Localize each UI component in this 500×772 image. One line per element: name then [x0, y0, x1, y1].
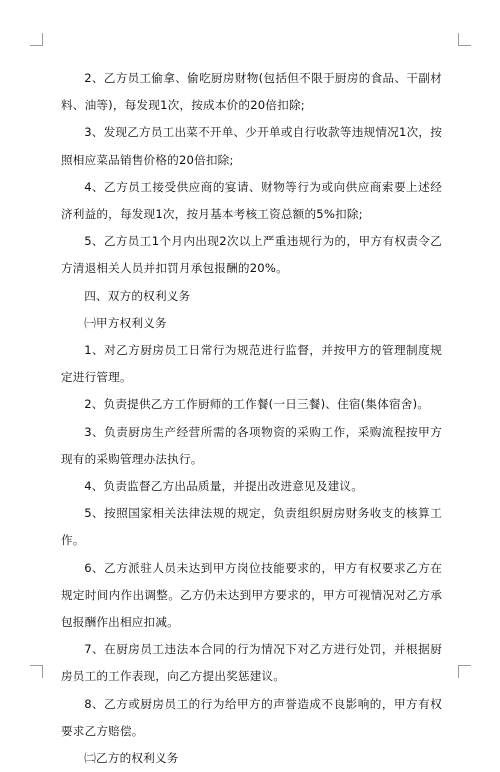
crop-mark-top-right	[458, 33, 471, 46]
party-a-item-3: 3、负责厨房生产经营所需的各项物资的采购工作，采购流程按甲方现有的采购管理办法执行。	[61, 424, 442, 466]
clause-3: 3、发现乙方员工出菜不开单、少开单或自行收款等违规情况1次，按照相应菜品销售价格的20倍扣除;	[61, 125, 442, 167]
section-heading-rights-obligations: 四、双方的权利义务	[84, 288, 191, 303]
subheading-party-b: ㈡乙方的权利义务	[84, 751, 179, 766]
document-body	[61, 65, 442, 772]
clause-5: 5、乙方员工1个月内出现2次以上严重违规行为的，甲方有权责令乙方清退相关人员并扣罚月承包报酬的20%。	[61, 234, 442, 276]
party-a-item-1: 1、对乙方厨房员工日常行为规范进行监督，并按甲方的管理制度规定进行管理。	[61, 343, 442, 385]
party-a-item-7: 7、在厨房员工违法本合同的行为情况下对乙方进行处罚，并根据厨房员工的工作表现，向乙方提出奖惩建议。	[61, 642, 442, 684]
party-a-item-6: 6、乙方派驻人员未达到甲方岗位技能要求的，甲方有权要求乙方在规定时间内作出调整。乙方仍未达到甲方要求的，甲方可视情况对乙方承包报酬作出相应扣减。	[61, 560, 442, 630]
clause-4: 4、乙方员工接受供应商的宴请、财物等行为或向供应商索要上述经济利益的，每发现1次，按月基本考核工资总额的5%扣除;	[61, 179, 442, 222]
crop-mark-bottom-right	[458, 665, 471, 678]
party-a-item-8: 8、乙方或厨房员工的行为给甲方的声誉造成不良影响的，甲方有权要求乙方赔偿。	[61, 696, 442, 738]
party-a-item-2: 2、负责提供乙方工作厨师的工作餐(一日三餐)、住宿(集体宿舍)。	[84, 397, 430, 412]
crop-mark-bottom-left	[30, 665, 43, 678]
party-a-item-4: 4、负责监督乙方出品质量，并提出改进意见及建议。	[84, 479, 364, 494]
party-a-item-5: 5、按照国家相关法律法规的规定，负责组织厨房财务收支的核算工作。	[61, 506, 442, 548]
subheading-party-a: ㈠甲方权利义务	[84, 315, 167, 330]
clause-2: 2、乙方员工偷拿、偷吃厨房财物(包括但不限于厨房的食品、干副材料、油等)，每发现1次，按成本价的20倍扣除;	[61, 71, 442, 113]
crop-mark-top-left	[30, 33, 43, 46]
